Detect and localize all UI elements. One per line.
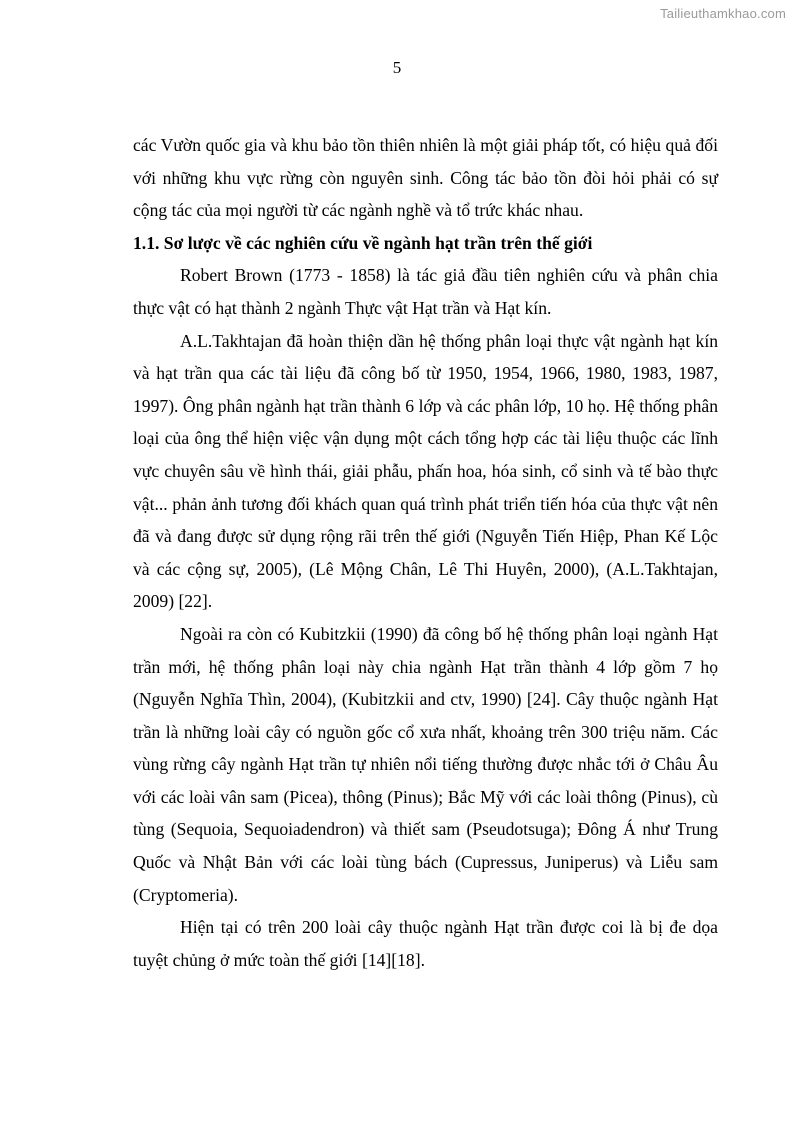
page-number: 5 (392, 58, 402, 77)
section-heading: 1.1. Sơ lược về các nghiên cứu về ngành hạt trần trên thế giới (133, 232, 593, 253)
paragraph-robert-brown: Robert Brown (1773 - 1858) là tác giả đầu tiên nghiên cứu và phân chia thực vật có hạt thành 2 ngành Thực vật Hạt trần và Hạt kín. (133, 265, 718, 318)
paragraph-takhtajan: A.L.Takhtajan đã hoàn thiện dần hệ thống phân loại thực vật ngành hạt kín và hạt trần qua các tài liệu đã công bố từ 1950, 1954, 1966, 1980, 1983, 1987, 1997). Ông phân ngành hạt trần thành 6 lớp và các phân lớp, 10 họ. Hệ thống phân loại của ông thể hiện việc vận dụng một cách tổng hợp các tài liệu thuộc các lĩnh vực chuyên sâu về hình thái, giải phẫu, phấn hoa, hóa sinh, cổ sinh và tế bào thực vật... phản ảnh tương đối khách quan quá trình phát triển tiến hóa của thực vật nên đã và đang được sử dụng rộng rãi trên thế giới (Nguyễn Tiến Hiệp, Phan Kế Lộc và các cộng sự, 2005), (Lê Mộng Chân, Lê Thi Huyên, 2000), (A.L.Takhtajan, 2009) [22]. (133, 330, 718, 612)
paragraph-kubitzkii: Ngoài ra còn có Kubitzkii (1990) đã công bố hệ thống phân loại ngành Hạt trần mới, hệ thống phân loại này chia ngành Hạt trần thành 4 lớp gồm 7 họ (Nguyễn Nghĩa Thìn, 2004), (Kubitzkii and ctv, 1990) [24]. Cây thuộc ngành Hạt trần là những loài cây có nguồn gốc cổ xưa nhất, khoảng trên 300 triệu năm. Các vùng rừng cây ngành Hạt trần tự nhiên nổi tiếng thường được nhắc tới ở Châu Âu với các loài vân sam (Picea), thông (Pinus); Bắc Mỹ với các loài thông (Pinus), cù tùng (Sequoia, Sequoiadendron) và thiết sam (Pseudotsuga); Đông Á như Trung Quốc và Nhật Bản với các loài tùng bách (Cupressus, Juniperus) và Liễu sam (Cryptomeria). (133, 623, 718, 905)
paragraph-intro-continuation: các Vườn quốc gia và khu bảo tồn thiên nhiên là một giải pháp tốt, có hiệu quả đối với những khu vực rừng còn nguyên sinh. Công tác bảo tồn đòi hỏi phải có sự cộng tác của mọi người từ các ngành nghề và tổ trức khác nhau. (133, 135, 718, 221)
paragraph-endangered: Hiện tại có trên 200 loài cây thuộc ngành Hạt trần được coi là bị đe dọa tuyệt chủng ở mức toàn thế giới [14][18]. (133, 917, 718, 970)
watermark: Tailieuthamkhao.com (660, 6, 786, 21)
document-body (133, 129, 718, 976)
